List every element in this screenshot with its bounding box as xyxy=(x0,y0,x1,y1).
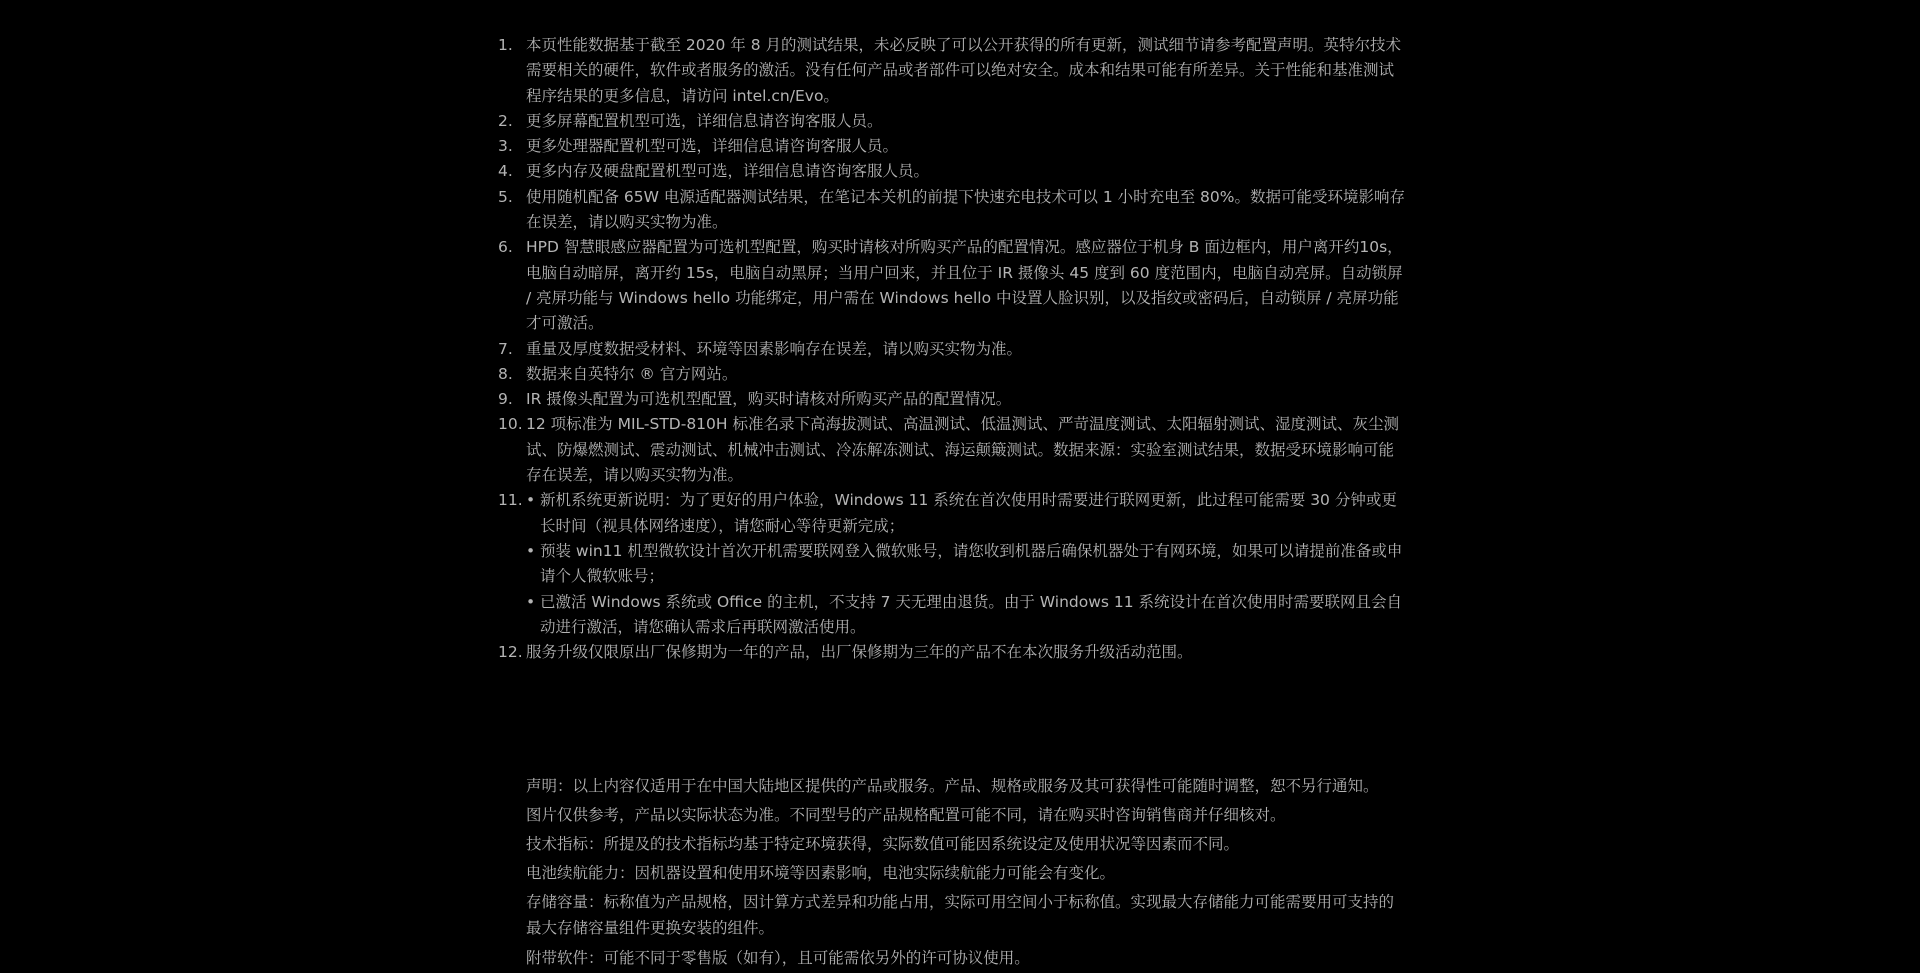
system-note-text: 预装 win11 机型微软设计首次开机需要联网登入微软账号，请您收到机器后确保机器处于有网环境，如果可以请提前准备或申请个人微软账号； xyxy=(540,541,1403,586)
system-note-item xyxy=(526,488,1408,539)
footnote-text: 重量及厚度数据受材料、环境等因素影响存在误差，请以购买实物为准。 xyxy=(526,339,1023,358)
system-note-text: 新机系统更新说明：为了更好的用户体验，Windows 11 系统在首次使用时需要进行联网更新，此过程可能需要 30 分钟或更长时间（视具体网络速度），请您耐心等待更新完成； xyxy=(540,491,1397,535)
footnote-number: 5. xyxy=(498,187,513,206)
footnote-text: HPD 智慧眼感应器配置为可选机型配置，购买时请核对所购买产品的配置情况。感应器位于机身 B 面边框内，用户离开约10s，电脑自动暗屏，离开约 15s，电脑自动黑屏；当用户回来，并且位于 IR 摄像头 45 度到 60 度范围内，电脑自动亮屏。自动锁屏 / 亮屏功能与 Windows hello 功能绑定，用户需在 Windows hello 中设置人脸识别，以及指纹或密码后，自动锁屏 / 亮屏功能才可激活。 xyxy=(526,238,1403,333)
footnote-item xyxy=(498,337,1408,362)
footnote-number: 12. xyxy=(498,643,523,662)
footnote-text: 数据来自英特尔 ® 官方网站。 xyxy=(526,364,738,383)
footnote-text: 12 项标准为 MIL-STD-810H 标准名录下高海拔测试、高温测试、低温测试、严苛温度测试、太阳辐射测试、湿度测试、灰尘测试、防爆燃测试、震动测试、机械冲击测试、冷冻解冻测试、海运颠簸测试。数据来源：实验室测试结果，数据受环境影响可能存在误差，请以购买实物为准。 xyxy=(526,415,1399,485)
footnote-item xyxy=(498,33,1408,109)
footnote-number: 6. xyxy=(498,238,513,257)
footnote-item xyxy=(498,362,1408,387)
footnote-item xyxy=(498,387,1408,412)
footnote-number: 1. xyxy=(498,36,513,54)
bullet-icon: • xyxy=(526,592,536,611)
footnotes-list xyxy=(498,33,1408,665)
system-notes-list xyxy=(526,488,1408,640)
system-note-item xyxy=(526,539,1408,590)
footnote-item xyxy=(498,412,1408,488)
footnote-text: 使用随机配备 65W 电源适配器测试结果，在笔记本关机的前提下快速充电技术可以 1 小时充电至 80%。数据可能受环境影响存在误差，请以购买实物为准。 xyxy=(526,187,1406,232)
footnote-item xyxy=(498,185,1408,236)
footnote-number: 9. xyxy=(498,390,513,409)
footnote-text: 本页性能数据基于截至 2020 年 8 月的测试结果，未必反映了可以公开获得的所有更新，测试细节请参考配置声明。英特尔技术需要相关的硬件，软件或者服务的激活。没有任何产品或者部件可以绝对安全。成本和结果可能有所差异。关于性能和基准测试程序结果的更多信息，请访问 intel.cn/Evo。 xyxy=(526,36,1402,105)
footnote-number: 8. xyxy=(498,364,513,383)
disclaimer-statement: 声明：以上内容仅适用于在中国大陆地区提供的产品或服务。产品、规格或服务及其可获得性可能随时调整，恕不另行通知。 xyxy=(526,777,1379,795)
footnote-text: 更多处理器配置机型可选，详细信息请咨询客服人员。 xyxy=(526,137,899,156)
footnote-item xyxy=(498,640,1408,665)
disclaimer-battery-life: 电池续航能力：因机器设置和使用环境等因素影响，电池实际续航能力可能会有变化。 xyxy=(526,864,1116,882)
disclaimer-bundled-software: 附带软件：可能不同于零售版（如有），且可能需依另外的许可协议使用。 xyxy=(526,949,1030,967)
disclaimer-statements xyxy=(526,772,1408,973)
footnote-text: 更多屏幕配置机型可选，详细信息请咨询客服人员。 xyxy=(526,111,883,130)
footnote-item xyxy=(498,488,1408,640)
footnote-text: IR 摄像头配置为可选机型配置，购买时请核对所购买产品的配置情况。 xyxy=(526,390,1012,409)
footnote-text: 更多内存及硬盘配置机型可选，详细信息请咨询客服人员。 xyxy=(526,162,930,181)
footnote-item xyxy=(498,134,1408,159)
system-note-text: 已激活 Windows 系统或 Office 的主机，不支持 7 天无理由退货。由于 Windows 11 系统设计在首次使用时需要联网且会自动进行激活，请您确认需求后再联网激活使用。 xyxy=(540,592,1403,636)
footnote-number: 11. xyxy=(498,491,523,510)
footnote-item xyxy=(498,235,1408,336)
bullet-icon: • xyxy=(526,491,536,510)
system-note-item xyxy=(526,590,1408,641)
bullet-icon: • xyxy=(526,541,536,560)
footnote-item xyxy=(498,109,1408,134)
footnote-number: 2. xyxy=(498,111,513,130)
footnote-number: 3. xyxy=(498,137,513,156)
disclaimer-technical-specs: 技术指标：所提及的技术指标均基于特定环境获得，实际数值可能因系统设定及使用状况等因素而不同。 xyxy=(526,835,1240,853)
footnote-item xyxy=(498,159,1408,184)
footnote-text: 服务升级仅限原出厂保修期为一年的产品，出厂保修期为三年的产品不在本次服务升级活动范围。 xyxy=(526,643,1193,662)
disclaimer-storage-capacity: 存储容量：标称值为产品规格，因计算方式差异和功能占用，实际可用空间小于标称值。实现最大存储能力可能需要用可支持的最大存储容量组件更换安装的组件。 xyxy=(526,893,1395,937)
footnote-number: 7. xyxy=(498,339,513,358)
footnote-number: 4. xyxy=(498,162,513,181)
disclaimer-image-reference: 图片仅供参考，产品以实际状态为准。不同型号的产品规格配置可能不同，请在购买时咨询销售商并仔细核对。 xyxy=(526,806,1286,824)
footnote-number: 10. xyxy=(498,415,523,434)
